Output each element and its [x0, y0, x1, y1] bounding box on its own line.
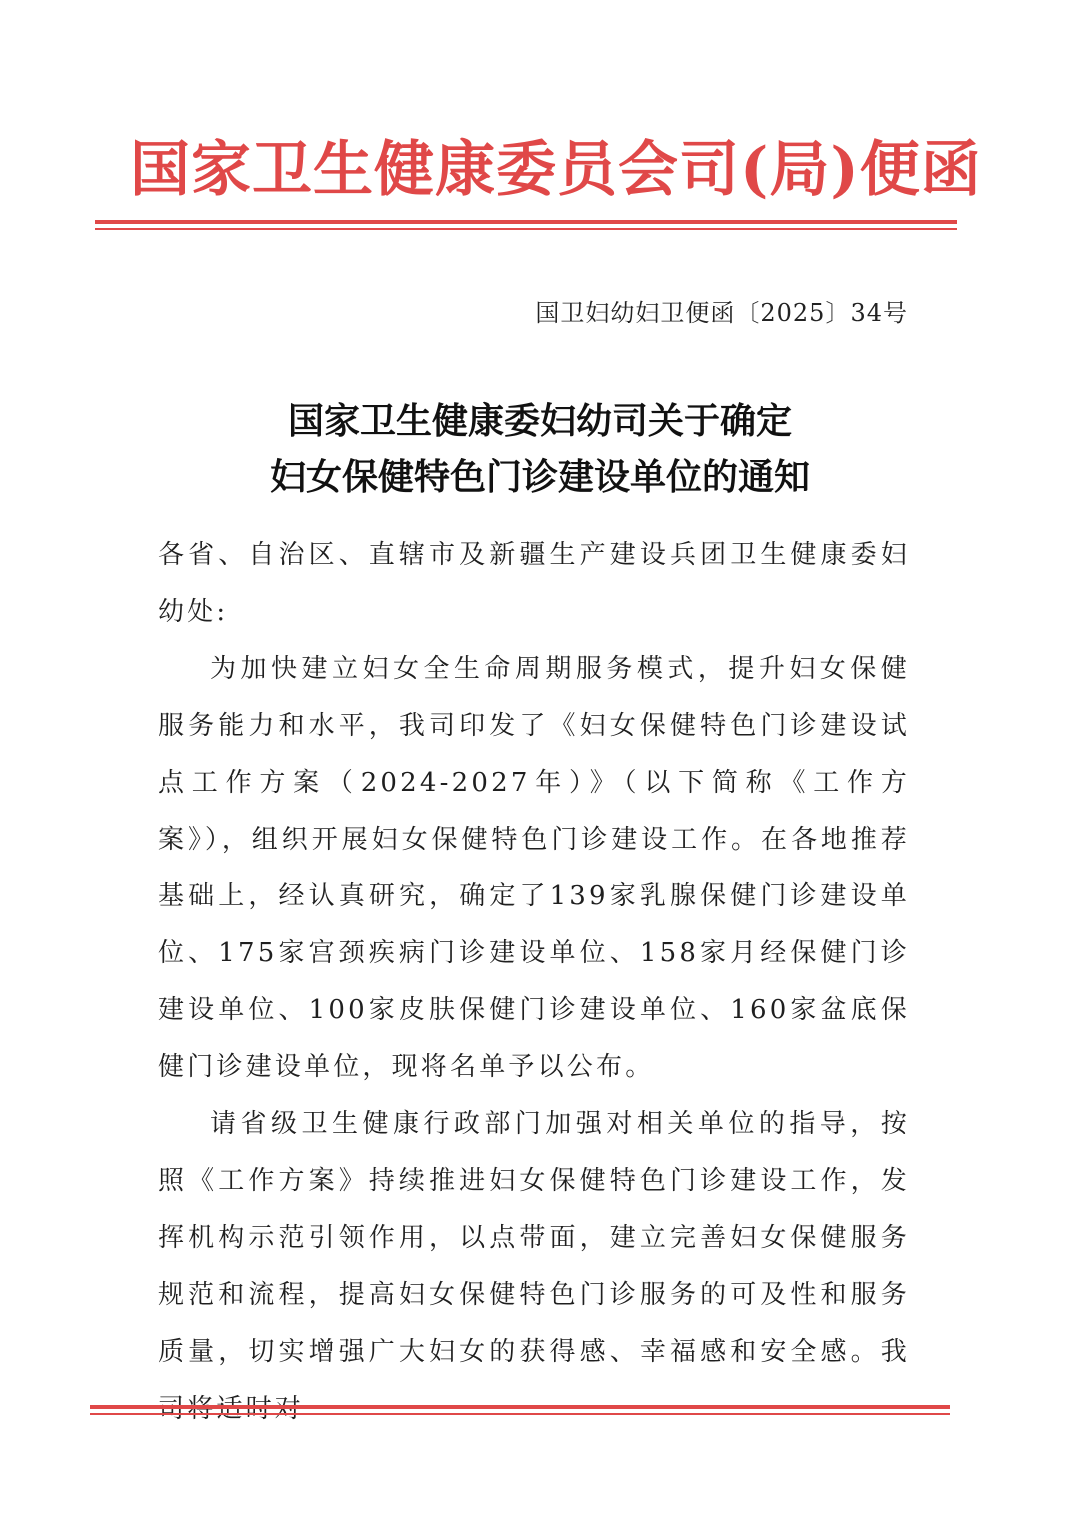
- letterhead-title: 国家卫生健康委员会司(局)便函: [130, 135, 982, 205]
- letterhead-divider: [95, 220, 957, 230]
- body-paragraph-1: 为加快建立妇女全生命周期服务模式，提升妇女保健服务能力和水平，我司印发了《妇女保健特色门诊建设试点工作方案（2024-2027年）》（以下简称《工作方案》），组织开展妇女保健特色门诊建设工作。在各地推荐基础上，经认真研究，确定了139家乳腺保健门诊建设单位、175家宫颈疾病门诊建设单位、158家月经保健门诊建设单位、100家皮肤保健门诊建设单位、160家盆底保健门诊建设单位，现将名单予以公布。: [158, 653, 910, 1083]
- document-number: 国卫妇幼妇卫便函〔2025〕34号: [535, 299, 908, 327]
- salutation: 各省、自治区、直辖市及新疆生产建设兵团卫生健康委妇幼处:: [158, 540, 910, 627]
- body-paragraph-2: 请省级卫生健康行政部门加强对相关单位的指导，按照《工作方案》持续推进妇女保健特色门诊建设工作，发挥机构示范引领作用，以点带面，建立完善妇女保健服务规范和流程，提高妇女保健特色门诊服务的可及性和服务质量，切实增强广大妇女的获得感、幸福感和安全感。我: [158, 1109, 910, 1367]
- footer-divider: [90, 1405, 950, 1415]
- title-line-1: 国家卫生健康委妇幼司关于确定: [287, 400, 792, 442]
- document-body: [158, 527, 910, 1438]
- title-line-2: 妇女保健特色门诊建设单位的通知: [269, 456, 810, 498]
- document-title: [0, 393, 1080, 505]
